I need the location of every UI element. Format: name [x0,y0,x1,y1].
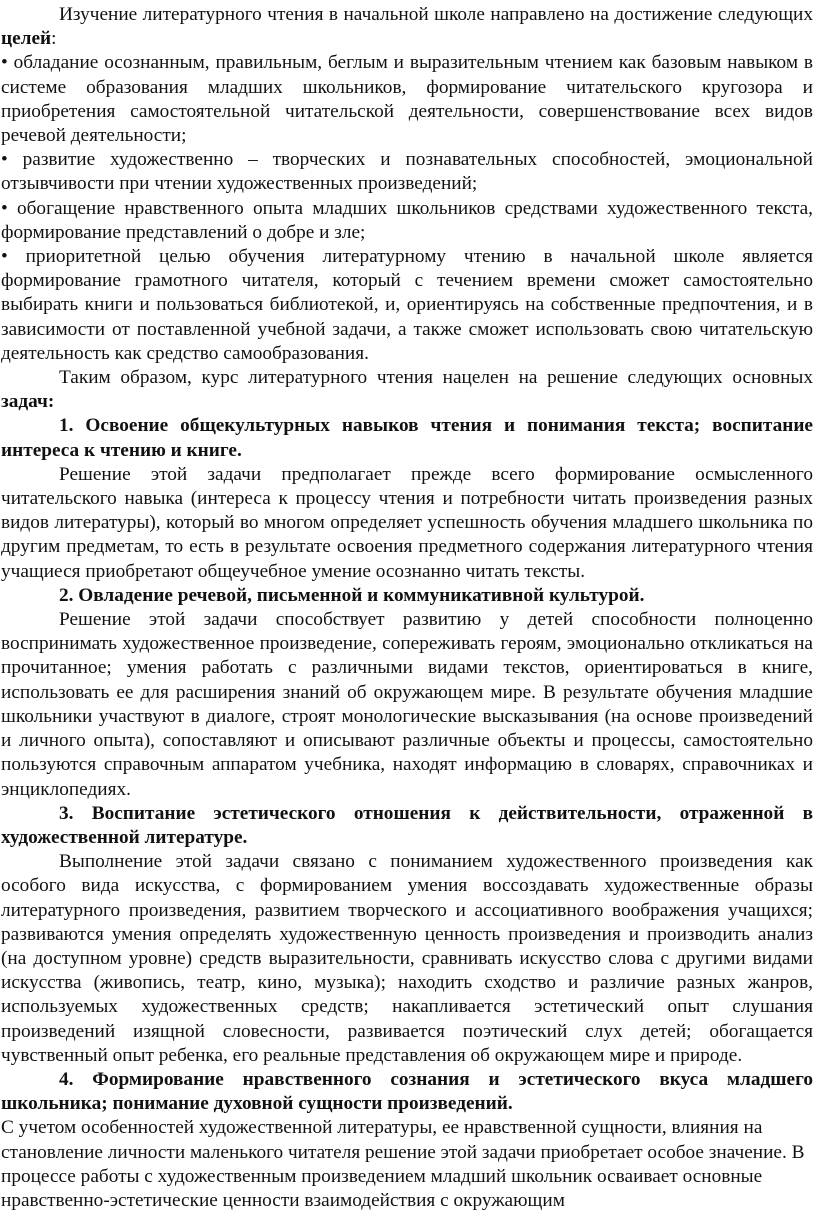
goal-item: • приоритетной целью обучения литературному чтению в начальной школе является формирование грамотного читателя, который с течением времени сможет самостоятельно выбирать книги и пользоваться библиотекой, и, ориентируясь на собственные предпочтения, и в зависимости от поставленной учебной задачи, а также сможет использовать свою читательскую деятельность как средство самообразования. [1,246,813,364]
goal-item: • развитие художественно – творческих и познавательных способностей, эмоциональной отзывчивости при чтении художественных произведений; [1,149,813,195]
task-body: Решение этой задачи способствует развитию у детей способности полноценно воспринимать художественное произведение, сопереживать героям, эмоционально откликаться на прочитанное; умения работать с различными видами текстов, ориентироваться в книге, использовать ее для расширения знаний об окружающем мире. В результате обучения младшие школьники участвуют в диалоге, строят монологические высказывания (на основе произведений и личного опыта), сопоставляют и описывают различные объекты и процессы, самостоятельно пользуются справочным аппаратом учебника, находят информацию в словарях, справочниках и энциклопедиях. [1,609,813,800]
intro-tail: : [51,28,57,50]
task-heading: 2. Овладение речевой, письменной и коммуникативной культурой. [59,584,645,606]
goal-item: • обогащение нравственного опыта младших школьников средствами художественного текста, формирование представлений о добре и зле; [1,197,813,243]
task-body: Решение этой задачи предполагает прежде всего формирование осмысленного читательского навыка (интереса к процессу чтения и потребности читать произведения разных видов литературы), который во многом определяет успешность обучения младшего школьника по другим предметам, то есть в результате освоения предметного содержания литературного чтения учащиеся приобретают общеучебное умение осознанно читать тексты. [1,463,813,582]
intro-bold-word: целей [1,28,52,50]
intro-paragraph [1,3,813,51]
task-heading: 1. Освоение общекультурных навыков чтения и понимания текста; воспитание интереса к чтению и книге. [1,415,813,461]
tasks-intro-text: Таким образом, курс литературного чтения нацелен на решение следующих основных [59,367,813,389]
task-body: Выполнение этой задачи связано с пониманием художественного произведения как особого вида искусства, с формированием умения воссоздавать художественные образы литературного произведения, развитием творческого и ассоциативного воображения учащихся; развиваются умения определять художественную ценность произведения и производить анализ (на доступном уровне) средств выразительности, сравнивать искусство слова с другими видами искусства (живопись, театр, кино, музыка); находить сходство и различие разных жанров, используемых художественных средств; накапливается эстетический опыт слушания произведений изящной словесности, развивается поэтический слух детей; обогащается чувственный опыт ребенка, его реальные представления об окружающем мире и природе. [1,851,813,1066]
goal-item: • обладание осознанным, правильным, беглым и выразительным чтением как базовым навыком в системе образования младших школьников, формирование читательского кругозора и приобретения самостоятельной читательской деятельности, совершенствование всех видов речевой деятельности; [1,52,813,147]
task-heading: 3. Воспитание эстетического отношения к действительности, отраженной в художественной литературе. [1,802,813,848]
tasks-intro-bold-word: задач: [1,391,55,413]
intro-text: Изучение литературного чтения в начальной школе направлено на достижение следующих [59,4,813,25]
task-heading: 4. Формирование нравственного сознания и эстетического вкуса младшего школьника; понимание духовной сущности произведений. [1,1068,813,1115]
task-body: С учетом особенностей художественной литературы, ее нравственной сущности, влияния на становление личности маленького читателя решение этой задачи приобретает особое значение. В процессе работы с художественным произведением младший школьник осваивает основные нравственно-эстетические ценности взаимодействия с окружающим [1,1117,805,1211]
tasks-intro-paragraph [1,366,813,414]
